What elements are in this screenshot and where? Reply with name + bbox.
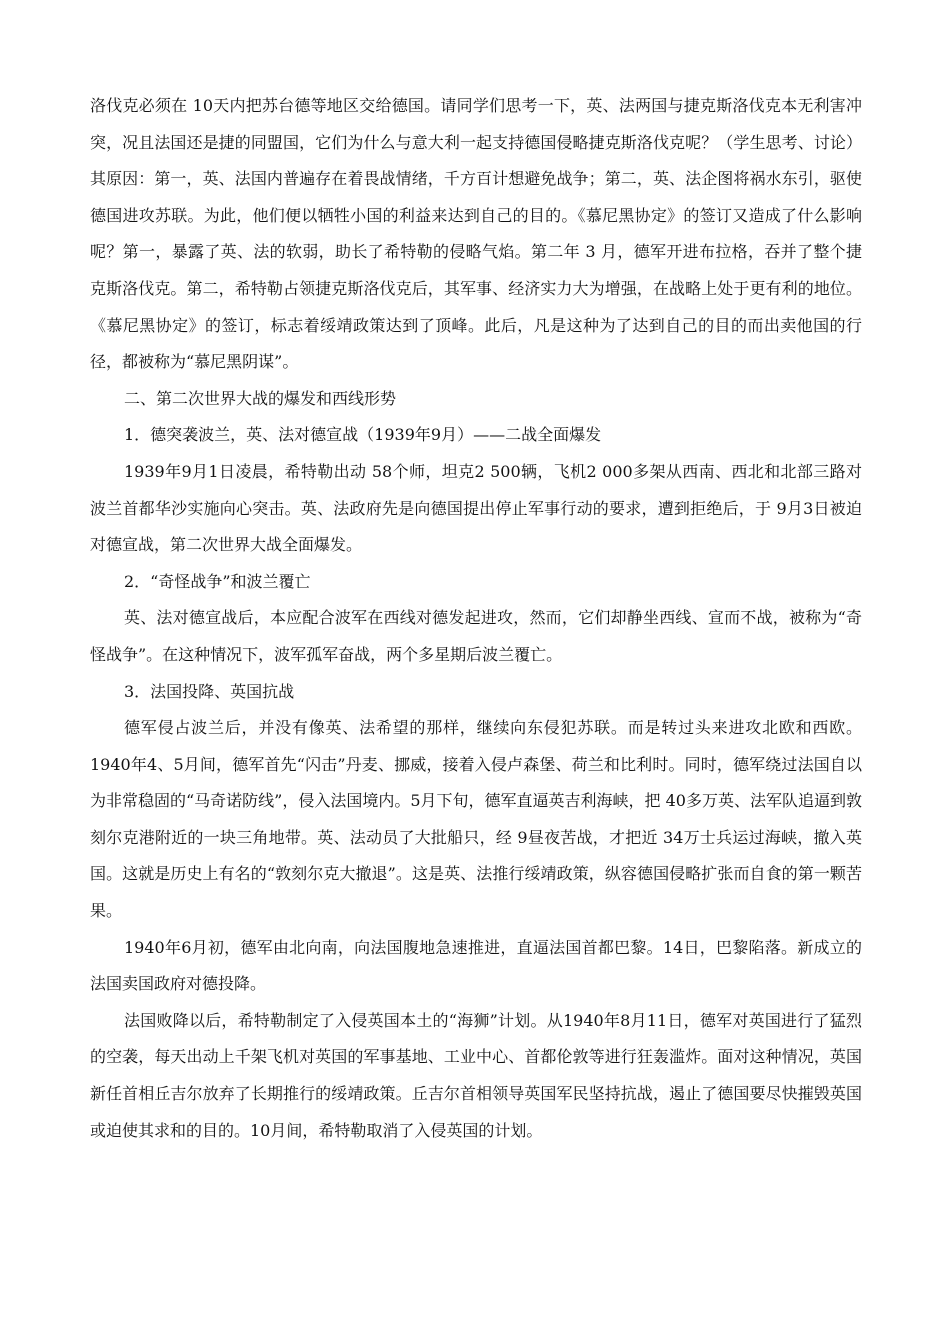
subheading-france-britain: 3．法国投降、英国抗战 (124, 681, 295, 701)
paragraph-fall-of-paris: 1940年6月初，德军由北向南，向法国腹地急速推进，直逼法国首都巴黎。14日，巴黎陷落。新成立的法国卖国政府对德投降。 (90, 937, 862, 994)
paragraph-phoney-war: 英、法对德宣战后，本应配合波军在西线对德发起进攻，然而，它们却静坐西线、宣而不战，被称为“奇怪战争”。在这种情况下，波军孤军奋战，两个多星期后波兰覆亡。 (90, 608, 862, 664)
subheading-phoney-war: 2．“奇怪战争”和波兰覆亡 (124, 571, 311, 591)
paragraph-dunkirk: 德军侵占波兰后，并没有像英、法希望的那样，继续向东侵犯苏联。而是转过头来进攻北欧和西欧。1940年4、5月间，德军首先“闪击”丹麦、挪威，接着入侵卢森堡、荷兰和比利时。同时，德军绕过法国自以为非常稳固的“马奇诺防线”，侵入法国境内。5月下旬，德军直逼英吉利海峡，把 40多万英、法军队追逼到敦刻尔克港附近的一块三角地带。英、法动员了大批船只，经 9昼夜苦战，才把近 34万士兵运过海峡，撤入英国。这就是历史上有名的“敦刻尔克大撤退”。这是英、法推行绥靖政策，纵容德国侵略扩张而自食的第一颗苦果。 (90, 718, 862, 921)
paragraph-munich-analysis: 洛伐克必须在 10天内把苏台德等地区交给德国。请同学们思考一下，英、法两国与捷克斯洛伐克本无利害冲突，况且法国还是捷的同盟国，它们为什么与意大利一起支持德国侵略捷克斯洛伐克呢？（学生思考、讨论）其原因：第一，英、法国内普遍存在着畏战情绪，千方百计想避免战争；第二，英、法企图将祸水东引，驱使德国进攻苏联。为此，他们便以牺牲小国的利益来达到自己的目的。《慕尼黑协定》的签订又造成了什么影响呢？第一，暴露了英、法的软弱，助长了希特勒的侵略气焰。第二年 3 月，德军开进布拉格，吞并了整个捷克斯洛伐克。第二，希特勒占领捷克斯洛伐克后，其军事、经济实力大为增强，在战略上处于更有利的地位。《慕尼黑协定》的签订，标志着绥靖政策达到了顶峰。此后，凡是这种为了达到自己的目的而出卖他国的行径，都被称为“慕尼黑阴谋”。 (90, 96, 862, 372)
subheading-poland-invasion: 1．德突袭波兰，英、法对德宣战（1939年9月）——二战全面爆发 (124, 425, 602, 445)
section-heading-ww2-outbreak: 二、第二次世界大战的爆发和西线形势 (124, 388, 397, 408)
document-page (90, 88, 862, 1149)
paragraph-poland-invasion: 1939年9月1日凌晨，希特勒出动 58个师，坦克2 500辆，飞机2 000多架从西南、西北和北部三路对波兰首都华沙实施向心突击。英、法政府先是向德国提出停止军事行动的要求，遭到拒绝后，于 9月3日被迫对德宣战，第二次世界大战全面爆发。 (90, 461, 862, 555)
paragraph-battle-of-britain: 法国败降以后，希特勒制定了入侵英国本土的“海狮”计划。从1940年8月11日，德军对英国进行了猛烈的空袭，每天出动上千架飞机对英国的军事基地、工业中心、首都伦敦等进行狂轰滥炸。面对这种情况，英国新任首相丘吉尔放弃了长期推行的绥靖政策。丘吉尔首相领导英国军民坚持抗战，遏止了德国要尽快摧毁英国或迫使其求和的目的。10月间，希特勒取消了入侵英国的计划。 (90, 1010, 862, 1140)
